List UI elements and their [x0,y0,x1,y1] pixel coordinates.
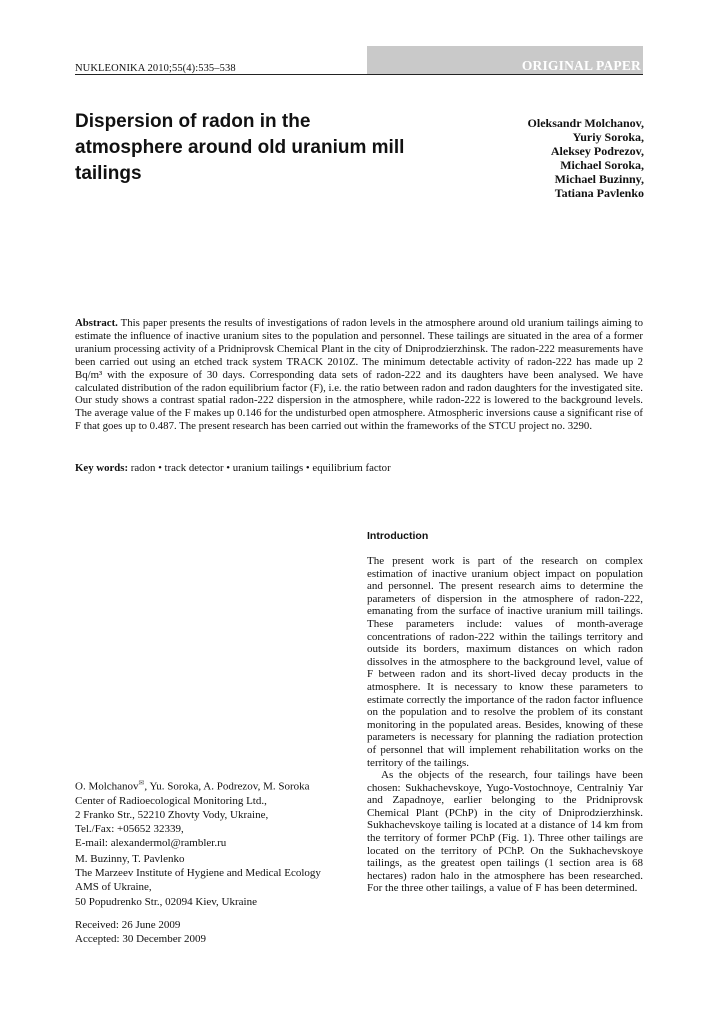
keywords-text: radon • track detector • uranium tailings • equilibrium factor [130,462,391,474]
paragraph: As the objects of the research, four tailings have been chosen: Sukhachevskoye, Yugo-Vostochnoye, Centralniy Yar and Zapadnoye, earlier belonging to the Pridniprovsk Chemical Plant (PChP) in the city of Dniprodzierzhinsk. Sukhachevskoye tailing is located at a distance of 14 km from the territory of former PChP (Fig. 1). Three other tailings are located on the territory of PChP. On the Sukhachevskoye tailings, as the greatest open tailings (1 section area is 68 hectares) radon halo in the atmosphere has been researched. For the three other tailings, a value of F has been determined. [367,769,643,895]
keywords [75,462,643,474]
envelope-icon: ✉ [138,779,145,787]
received-date: Received: 26 June 2009 [75,919,181,931]
abstract-label: Abstract. [75,317,118,329]
journal-citation: NUKLEONIKA 2010;55(4):535–538 [75,63,236,74]
author-name: Oleksandr Molchanov, [527,116,644,130]
abstract [75,317,643,433]
paragraph: The present work is part of the research on complex estimation of inactive uranium object impact on population and personnel. The present research aims to determine the parameters of dispersion in the atmosphere of radon-222, emanating from the surface of inactive uranium mill tailings. These parameters include: values of month-average concentrations of radon-222 within the tailings territory and outside its borders, maximum distances on which radon dissolves in the atmosphere to the background level, value of F between radon and its short-lived decay products in the atmosphere. It is necessary to know these parameters to estimate correctly the importance of the radon factor influence on the population and to resolve the problem of its constant monitoring in the populated areas. Besides, knowing of these parameters is necessary for planning the radiation protection of personnel that will implement rehabilitation works on the territory of the tailings. [367,555,643,769]
author-list [528,116,644,200]
author-name: Tatiana Pavlenko [554,186,644,200]
keywords-label: Key words: [75,462,129,474]
affiliation-line: AMS of Ukraine, [75,881,152,894]
author-name: Michael Soroka, [560,158,644,172]
affiliation-names-rest: , Yu. Soroka, A. Podrezov, M. Soroka [144,780,310,793]
dates [75,918,355,946]
affiliation-names: O. Molchanov [75,780,139,793]
accepted-date: Accepted: 30 December 2009 [75,933,207,946]
author-name: Michael Buzinny, [554,172,644,186]
affiliation-names: M. Buzinny, T. Pavlenko [75,853,185,865]
section-heading-introduction: Introduction [367,530,429,542]
affiliation-line: The Marzeev Institute of Hygiene and Medical Ecology [75,867,321,880]
affiliation-1 [75,776,355,851]
affiliation-email: E-mail: alexandermol@rambler.ru [75,837,227,850]
header-rule [75,74,643,75]
affiliation-line: Center of Radioecological Monitoring Ltd., [75,794,267,807]
author-name: Aleksey Podrezov, [550,144,644,158]
abstract-text: This paper presents the results of investigations of radon levels in the atmosphere around old uranium tailings aiming to estimate the influence of inactive uranium sites to the population and personnel. These tailings are situated in the area of a former uranium processing activity of a Pridniprovsk Chemical Plant in the city of Dniprodzierzhinsk. The radon-222 measurements have been carried out using an etched track system TRACK 2010Z. The minimum detectable activity of radon-222 has made up 2 Bq/m³ with the exposure of 30 days. Corresponding data sets of radon-222 and its daughters have been analysed. We have calculated distribution of the radon equilibrium factor (F), i.e. the ratio between radon and radon daughters for the investigated site. Our study shows a contrast spatial radon-222 dispersion in the atmosphere, while radon-222 is lowered to the background levels. The average value of the F makes up 0.146 for the undisturbed open atmosphere. Atmospheric inversions cause a significant rise of F that goes up to 0.487. The present research has been carried out within the frameworks of the STCU project no. 3290. [75,317,643,433]
author-name: Yuriy Soroka, [572,130,644,144]
introduction-body [367,555,643,895]
paper-type-badge: ORIGINAL PAPER [367,46,643,74]
affiliation-line: 2 Franko Str., 52210 Zhovty Vody, Ukraine, [75,809,269,822]
affiliation-line: Tel./Fax: +05652 32339, [75,823,184,836]
affiliation-2 [75,852,355,909]
paper-title: Dispersion of radon in the atmosphere around old uranium mill tailings [75,111,405,184]
affiliation-line: 50 Popudrenko Str., 02094 Kiev, Ukraine [75,895,257,908]
